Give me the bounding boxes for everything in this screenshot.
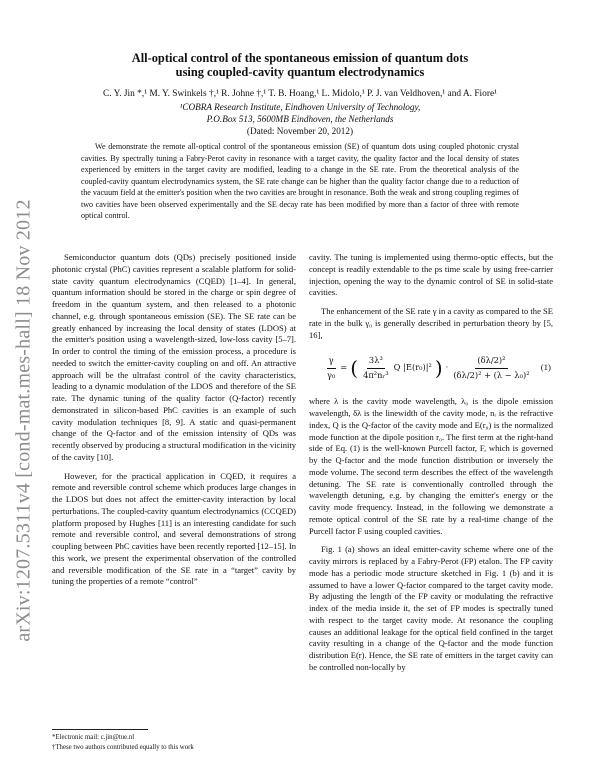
intro-paragraph-1: Semiconductor quantum dots (QDs) precisely positioned inside photonic crystal (PhC) cavities represent a scalable platform for solid-state cavity quantum electrodynamics (CQED) [1–4]. In general, quantum information should be stored in the charge or spin degree of freedom in the quantum system, and then released to a photonic channel, e.g. through spontaneous emission (SE). The SE rate can be greatly enhanced by increasing the local density of states (LDOS) at the emitter's position using a wavelength-sized, low-loss cavity [5–7]. In order to control the timing of the emission process, a procedure is needed to switch the emitter-cavity coupling on and off. An attractive approach will be the ultrafast control of the cavity characteristics, leading to a dynamic modulation of the LDOS and therefore of the SE rate. The dynamic tuning of the quality factor (Q-factor) recently demonstrated in silicon-based PhC cavities is an example of such cavity modulation techniques [8, 9]. A static and quasi-permanent change of the Q-factor and of the emission intensity of QDs was recently observed by producing a structural modification in the vicinity of the cavity [10]. [52, 252, 296, 462]
eq-detuning-fraction [451, 355, 531, 382]
left-column [52, 252, 296, 588]
eq-open-paren: ( [350, 356, 359, 381]
paper-title-line-2: using coupled-cavity quantum electrodynamics [175, 65, 425, 79]
footnotes [52, 729, 296, 752]
author-list: C. Y. Jin *,¹ M. Y. Swinkels †,¹ R. Johne †,¹ T. B. Hoang,¹ L. Midolo,¹ P. J. van Veldhoven,¹ and A. Fiore¹ [103, 89, 497, 99]
paper-title-line-1: All-optical control of the spontaneous emission of quantum dots [131, 51, 469, 65]
arxiv-id-text: arXiv:1207.5311v4 [cond-mat.mes-hall] 18 Nov 2012 [12, 198, 35, 642]
eq-detuning-numerator: (δλ/2)² [475, 355, 507, 369]
equation-1 [309, 345, 553, 391]
eq-lhs-numerator: γ [327, 355, 336, 369]
intro-paragraph-2: However, for the practical application in CQED, it requires a remote and reversible control scheme which produces large changes in the LDOS but does not affect the emitter-cavity interaction by local perturbations. The coupled-cavity quantum electrodynamics (CCQED) platform proposed by Hughes [11] is an interesting candidate for such remote and reversible control, and several demonstrations of strong coupling between PhC cavities have been recently reported [12–15]. In this work, we present the experimental observation of the controlled and reversible modification of the SE rate in a “target” cavity by tuning the properties of a remote “control” [52, 470, 296, 587]
eq-close-paren: ) [434, 356, 443, 381]
continued-paragraph: cavity. The tuning is implemented using thermo-optic effects, but the concept is readily extendable to the ps time scale by using free-carrier injection, opening the way to the dynamic control of SE in solid-state cavities. [309, 252, 553, 298]
eq-mid-denominator: 4π²nᵣ³ [363, 369, 389, 380]
equation-number: (1) [540, 362, 551, 373]
eq-lhs-denominator: γ₀ [327, 369, 336, 380]
eq-mid-tail: Q |E(r₀)|² [393, 362, 432, 373]
affiliation-line-1: ¹COBRA Research Institute, Eindhoven University of Technology, [179, 102, 421, 112]
footnote-divider [52, 729, 148, 730]
affiliation-line-2: P.O.Box 513, 5600MB Eindhoven, the Netherlands [206, 114, 394, 124]
eq-lhs-fraction [325, 355, 337, 382]
arxiv-identifier-stamp [2, 160, 46, 680]
figure-description-paragraph: Fig. 1 (a) shows an ideal emitter-cavity scheme where one of the cavity mirrors is replaced by a Fabry-Perot (FP) etalon. The FP cavity mode has a periodic mode structure sketched in Fig. 1 (b) and it is assumed to have a lower Q-factor compared to the target cavity mode. By adjusting the length of the FP cavity or modulating the refractive index of the media inside it, the set of FP modes is spectrally tuned with respect to the target cavity mode. At resonance the coupling causes an additional leakage for the optical field confined in the target cavity resulting in a change of the Q-factor and the mode function distribution E(r). Hence, the SE rate of emitters in the target cavity can be controlled non-locally by [309, 544, 553, 672]
eq-dot: · [445, 362, 449, 373]
eq-equals: = [340, 362, 348, 373]
eq-detuning-denominator: (δλ/2)² + (λ − λ₀)² [453, 369, 530, 380]
right-column [309, 252, 553, 674]
equation-body [309, 355, 532, 382]
eq-mid-numerator: 3λ³ [367, 355, 385, 369]
equation-explanation-paragraph: where λ is the cavity mode wavelength, λ₀ is the dipole emission wavelength, δλ is the linewidth of the cavity mode, nᵣ is the refractive index, Q is the Q-factor of the cavity mode and E(r₀) is the normalized mode function at the dipole position r₀. The first term at the right-hand side of Eq. (1) is the well-known Purcell factor, F, which is governed by the Q-factor and the mode function distribution or inversely the mode volume. The second term describes the effect of the wavelength detuning. The SE rate is conventionally controlled through the wavelength detuning, e.g. by changing the emitter's energy or the cavity mode frequency. Instead, in the following we demonstrate a remote optical control of the SE rate by a real-time change of the Purcell factor F using coupled cavities. [309, 396, 553, 536]
footnote-email: *Electronic mail: c.jin@tue.nl [52, 734, 135, 741]
abstract: We demonstrate the remote all-optical control of the spontaneous emission (SE) of quantum dots using coupled photonic crystal cavities. By spectrally tuning a Fabry-Perot cavity in resonance with a target cavity, the quality factor and the local density of states experienced by emitters in the target cavity are modified, leading to a change in the SE rate. From the theoretical analysis of the coupled-cavity quantum electrodynamics system, the SE rate change can be higher than the quality factor change due to a reduction of the vacuum field at the emitter's position when the two cavities are brought in resonance. Both the weak and strong coupling regimes of two cavities have been observed experimentally and the SE decay rate has been modified by more than a factor of three with remote optical control. [81, 142, 519, 221]
eq-mid-fraction [361, 355, 391, 382]
se-rate-paragraph: The enhancement of the SE rate γ in a cavity as compared to the SE rate in the bulk γ₀ is generally described in perturbation theory by [5, 16], [309, 306, 553, 340]
date-line: (Dated: November 20, 2012) [246, 126, 354, 136]
footnote-equal-contribution: †These two authors contributed equally to this work [52, 743, 194, 751]
